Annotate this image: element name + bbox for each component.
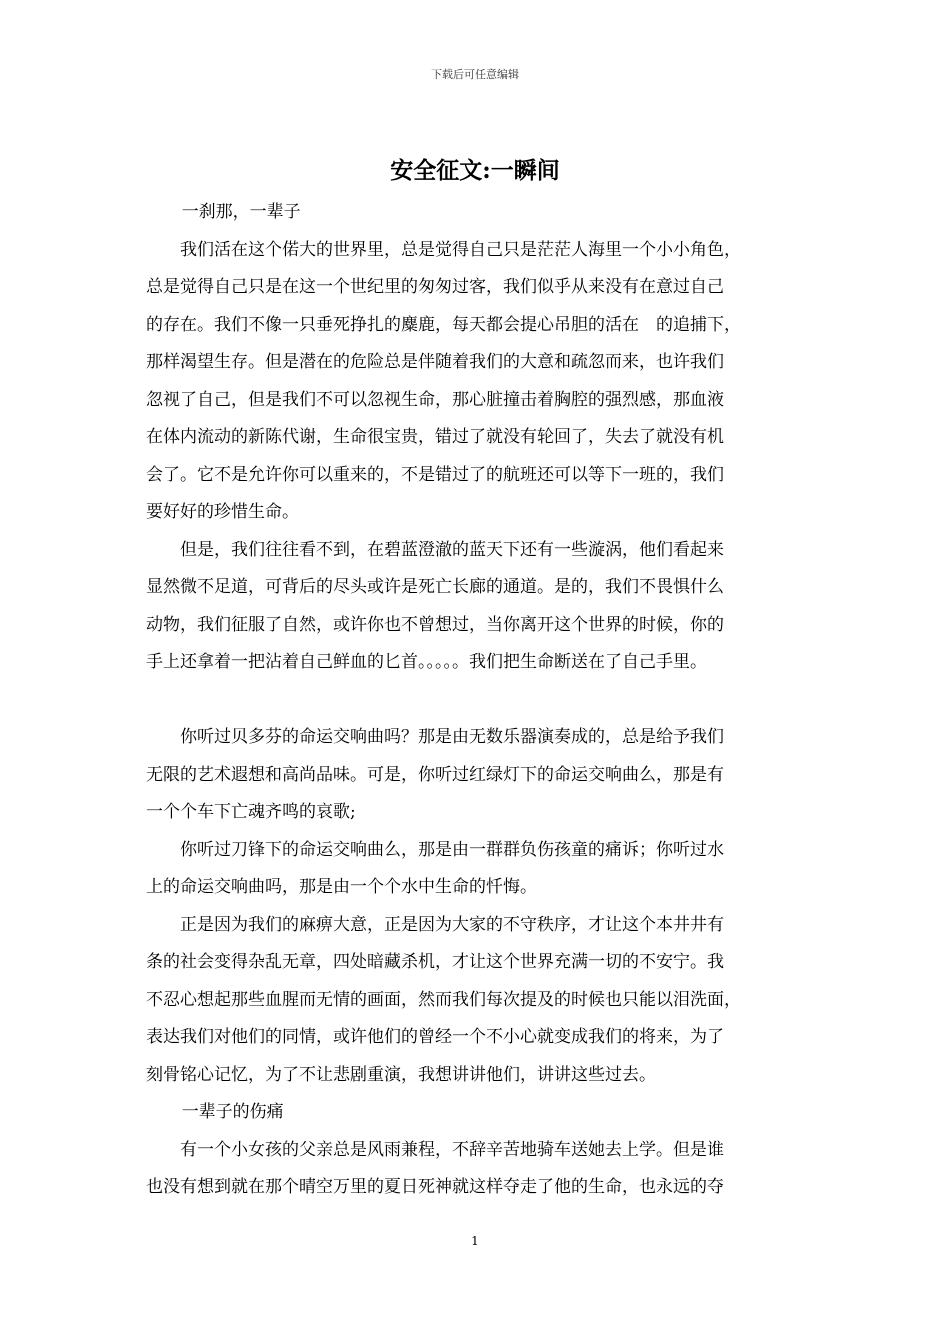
text-line: 上的命运交响曲吗，那是由一个个水中生命的忏悔。 [146,877,537,897]
text-line: 要好好的珍惜生命。 [146,502,299,522]
paragraph [146,532,818,682]
section-heading: 一刹那，一辈子 [181,202,301,222]
text-line: 在体内流动的新陈代谢，生命很宝贵，错过了就没有轮回了，失去了就没有机 [146,427,724,447]
paragraph [146,232,818,532]
document-title: 安全征文:一瞬间 [390,157,560,184]
text-line: 的存在。我们不像一只垂死挣扎的麋鹿，每天都会提心吊胆的活在 的追捕下， [146,314,741,335]
paragraph [146,832,818,907]
text-line: 我们活在这个偌大的世界里，总是觉得自己只是茫茫人海里一个小小角色， [180,239,741,260]
text-line: 手上还拿着一把沾着自己鲜血的匕首。。。。。我们把生命断送在了自己手里。 [146,652,707,672]
paragraph [146,1132,818,1207]
section-heading: 一辈子的伤痛 [181,1102,284,1122]
text-line: 一个个车下亡魂齐鸣的哀歌; [146,802,356,822]
text-line: 正是因为我们的麻痹大意，正是因为大家的不守秩序，才让这个本井井有 [180,914,724,935]
paragraph [146,907,818,1095]
text-line: 你听过刀锋下的命运交响曲么，那是由一群群负伤孩童的痛诉；你听过水 [180,839,724,860]
text-line: 条的社会变得杂乱无章，四处暗藏杀机，才让这个世界充满一切的不安宁。我 [146,952,724,972]
text-line: 无限的艺术遐想和高尚品味。可是，你听过红绿灯下的命运交响曲么，那是有 [146,764,724,785]
text-line: 不忍心想起那些血腥而无情的画面，然而我们每次提及的时候也只能以泪洗面， [146,989,741,1010]
text-line: 总是觉得自己只是在这一个世纪里的匆匆过客，我们似乎从来没有在意过自己 [146,277,724,297]
document-body [146,194,818,1207]
header-note: 下载后可任意编辑 [431,68,519,81]
page-number: 1 [471,1234,479,1248]
text-line: 也没有想到就在那个晴空万里的夏日死神就这样夺走了他的生命，也永远的夺 [146,1177,724,1197]
text-line: 你听过贝多芬的命运交响曲吗？那是由无数乐器演奏成的，总是给予我们 [180,727,724,747]
text-line: 但是，我们往往看不到，在碧蓝澄澈的蓝天下还有一些漩涡，他们看起来 [180,539,724,560]
text-line: 显然微不足道，可背后的尽头或许是死亡长廊的通道。是的，我们不畏惧什么 [146,577,724,597]
blank-line [146,682,818,720]
text-line: 动物，我们征服了自然，或许你也不曾想过，当你离开这个世界的时候，你的 [146,614,724,635]
text-line: 会了。它不是允许你可以重来的，不是错过了的航班还可以等下一班的，我们 [146,464,724,485]
text-line: 忽视了自己，但是我们不可以忽视生命，那心脏撞击着胸腔的强烈感，那血液 [146,389,724,410]
text-line: 有一个小女孩的父亲总是风雨兼程，不辞辛苦地骑车送她去上学。但是谁 [180,1139,724,1160]
text-line: 刻骨铭心记忆，为了不让悲剧重演，我想讲讲他们，讲讲这些过去。 [146,1064,656,1085]
paragraph [146,719,818,832]
text-line: 表达我们对他们的同情，或许他们的曾经一个不小心就变成我们的将来，为了 [146,1027,724,1047]
text-line: 那样渴望生存。但是潜在的危险总是伴随着我们的大意和疏忽而来，也许我们 [146,352,724,372]
